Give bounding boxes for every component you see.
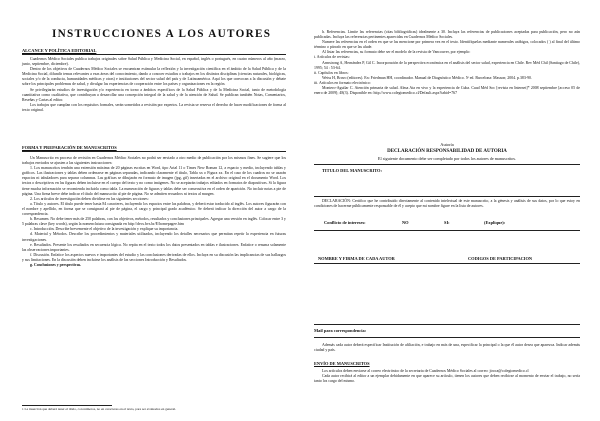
references-block: [314, 30, 580, 96]
declaration-text: [314, 199, 580, 209]
affiliation-note: [314, 343, 580, 353]
list-item: c. Introducción. Describe brevemente el objetivo de la investigación y explique su importancia.: [30, 227, 179, 232]
conflict-si-label: SI:: [444, 220, 450, 225]
conflict-no-label: NO: [402, 220, 409, 225]
list-item: f. Discusión. Enfatice los aspectos nuevos e importantes del estudio y las conclusiones derivadas de ellos. Incluya en su discusión las implicancias de sus hallazgos y sus limitaciones. En la discusión deben incluirse los análisis de las secciones Introducción y Resultados.: [22, 252, 286, 262]
paragraph: Los trabajos que cumplan con los requisitos formales, serán sometidos a revisión por expertos. La revista se reserva el derecho de hacer modificaciones de forma al texto original.: [22, 102, 286, 112]
paragraph: Numere las referencias en el orden en que se las mencione por primera vez en el texto. Identifíquelas mediante numerales arábigos, colocados ( ) al final del último término o párrafo en que se las alude.: [314, 40, 580, 50]
paragraph: Además cada autor deberá especificar Institución de afiliación, e trabajo en más de una, especificar la principal o la que él autor desea que aparezca. Indicar además ciudad y país.: [314, 343, 580, 353]
form-line: [314, 337, 580, 338]
paragraph: Weiss H, Bravo (editores). En: Friedman HH, coordinador. Manual de Diagnóstico Médico. 5ª ed. Barcelona: Masson; 2004. p.383-90.: [322, 75, 532, 80]
list-item: e. Resultados. Presente los resultados en secuencia lógica. No repita en el texto todos los datos presentados en tablas e ilustraciones. Enfatice o resuma solamente las observaciones importantes.: [22, 242, 286, 252]
list-item: b. Resumen. No debe tener más de 250 palabras, con los objetivos, métodos, resultados y conclusiones principales. Agregar una versión en inglés. Colocar entre 3 y 5 palabras clave (key words), según la nomenclatura consignada en http://decs.bvs.br/E/homepagee.htm: [22, 217, 286, 227]
divider: [22, 54, 286, 55]
paragraph: Al listar las referencias, su formato debe ser el modelo de la revista de Vancouver, por ejemplo:: [322, 50, 471, 55]
paragraph: DECLARACIÓN: Certifico que he contribuido directamente al contenido intelectual de este manuscrito, a la génesis y análisis de sus datos, por lo que estoy en condiciones de hacerme públicamente responsable de él y acepto que mi nombre figure en la lista de autores.: [314, 199, 580, 209]
section-heading-forma: FORMA Y PREPARACIÓN DE MANUSCRITOS: [22, 145, 117, 150]
list-item: iii. Artículos en formato electrónico:: [314, 80, 371, 85]
section-heading-envio: ENVÍO DE MANUSCRITOS: [314, 361, 370, 366]
list-item: d. Material y Métodos. Describe los procedimientos y materiales utilizados, incluyendo los detalles necesarios que permitan repetir la experiencia en futuras investigaciones.: [22, 232, 286, 242]
paragraph: Se privilegiarán estudios de investigación y/o experiencia en torno a ámbitos específicos de la Salud Pública y de la Medicina Social, tanto de metodología cuantitativa como cualitativa, que contribuyan a desarrollar una concepción integral de la salud y de la atención de Salud. Se publican también Notas, Comentarios, Reseñas y Cartas al editor.: [22, 87, 286, 102]
list-item: g. Conclusiones y perspectivas.: [30, 262, 82, 267]
paragraph: 1. Los manuscritos tendrán una extensión máxima de 20 páginas escritas en Word, tipo Arial 11 o Times New Roman 12, a espacio y medio, incluyendo tablas y gráficos. Las ilustraciones y tablas deben ordenarse en páginas separadas, indicando claramente el título, Tabla xx o Figura xx. En el caso de los cuadros no se usarán espacios ni tabuladores para separar columnas. Las gráficas se dibujarán en formato de imagen (jpg, gif) insertadas en el archivo original en el documento Word. Los textos o descriptivos en las figuras deben incluirse en el cuerpo del texto y no como imágenes. No se aceptarán trabajos editados en formatos de diapositivas. Si la figura tiene mucha información se recomienda incluirla como tabla. La numeración de figuras y tablas debe ser consecutiva en el orden de aparición. No incluir notas a pie de página. Una firma breve debe indicar el título del manuscrito al pie de página. No se admiten recuadros ni textos al margen.: [22, 166, 286, 196]
mail-label: Mail para correspondencia:: [314, 328, 367, 333]
form-heading: DECLARACIÓN RESPONSABILIDAD DE AUTORIA: [387, 149, 507, 154]
paragraph: Cuadernos Médico Sociales publica trabajos originales sobre Salud Pública y Medicina Social, en español, inglés o portugués, en cuatro números al año (marzo, junio, septiembre, diciembre).: [22, 57, 286, 67]
form-caption: Autoría: [440, 142, 454, 147]
paragraph: Dentro de los objetivos de Cuadernos Médico Sociales se encuentran estimular la reflexión y la investigación científica en el ámbito de la Salud Pública y de la Medicina Social, difundir temas relevantes a esas áreas del conocimiento, dando a conocer estudios o trabajos en los distintos disciplinas (ciencias naturales, biológicas, sociales y/o de la conducta, humanidades médicas y otras) e instituciones del sector salud del país y de Latinoamérica. Aquí los que convocan a la discusión y debate sobre los principales problemas de salud, y divulgar las experiencias de cooperación entre los países y organizaciones en la región.: [22, 67, 286, 87]
section-body-forma: [22, 156, 286, 268]
paragraph: Los artículos deben enviarse al correo electrónico de la secretaria de Cuadernos Médico Sociales al correo: jiroca@colegiomedico.cl: [322, 369, 529, 373]
submission-block: [314, 369, 580, 384]
form-line: [314, 230, 580, 231]
participation-codes-label: CODIGOS DE PARTICIPACION: [468, 256, 533, 261]
form-subtitle: El siguiente documento debe ser completado por todos los autores de manuscritos.: [377, 156, 517, 161]
paragraph: 2. Los artículos de investigación deben dividirse en las siguientes secciones:: [30, 196, 149, 201]
form-line: [314, 324, 580, 325]
form-line: [314, 196, 580, 197]
paragraph: h. Referencias. Limite las referencias (citas bibliográficas) idealmente a 30. Incluya las referencias de publicaciones aceptadas para publicación, pero no aún publicadas. Incluya las referencias pertinentes aparecidas en Cuadernos Médico Sociales.: [314, 30, 580, 40]
section-body-alcance: [22, 57, 286, 113]
paragraph: Montero-Aguilar C. Atención primaria de salud. Alma Ata en vivo y la experiencia de Cuba. Cuad Méd Soc [revista en Internet]* 2008 septiembre [acceso 05 de enero de 2009]; 48(3). Disponible en: http://www.colegiomedico.cl/Default.aspx?tabid=767: [314, 86, 580, 96]
list-item: a. Título y autores. El título puede tener hasta 84 caracteres, incluyendo los espacios entre las palabras, y deberá estar traducido al inglés. Los autores figurarán con el nombre y apellido, en forma que se consignará al pie de página, el cargo y principal grado académico. Se deberá indicar la dirección del autor a cargo de la correspondencia.: [22, 201, 286, 217]
form-line: [314, 164, 580, 165]
divider: [22, 151, 286, 152]
name-signature-label: NOMBRE Y FIRMA DE CADA AUTOR: [318, 256, 395, 261]
explain-label: (Explique):: [484, 220, 506, 225]
list-item: i. Artículos de revistas:: [314, 55, 350, 60]
page-title: INSTRUCCIONES A LOS AUTORES: [52, 28, 272, 40]
list-item: ii. Capítulos en libros:: [314, 70, 349, 75]
manuscript-title-label: TITULO DEL MANUSCRITO:: [322, 168, 382, 173]
form-line: [314, 263, 580, 264]
paragraph: Un Manuscrito en proceso de revisión en Cuadernos Médico Sociales no podrá ser enviado a otro medio de publicación por los mismos fines. Se sugiere que los trabajos enviados se ajusten a las siguientes instrucciones:: [22, 156, 286, 166]
footnote-rule: [22, 405, 112, 406]
section-heading-alcance: ALCANCE Y POLÍTICA EDITORIAL: [22, 48, 97, 53]
paragraph: Cada autor recibirá al editor a un ejemplar debidamente en que aparece su artículo, tienen los autores que deben recibirse al momento de enviar el trabajo, no sería tanto los cargo del mismo.: [314, 374, 580, 384]
paragraph: Armstrong A, Hernández P, Gil C. Incorporación de la perspectiva económica en el análisis del sector salud, experiencia en Chile. Rev Méd Chil (Santiago de Chile), 1995; 54 : 53-64.: [314, 60, 580, 70]
conflict-label: Conflicto de intereses:: [324, 220, 366, 225]
footnote: 1 La inserción que deberá tener el título, con números, no en caracteres en el texto, para ser evaluados en general.: [22, 407, 177, 411]
